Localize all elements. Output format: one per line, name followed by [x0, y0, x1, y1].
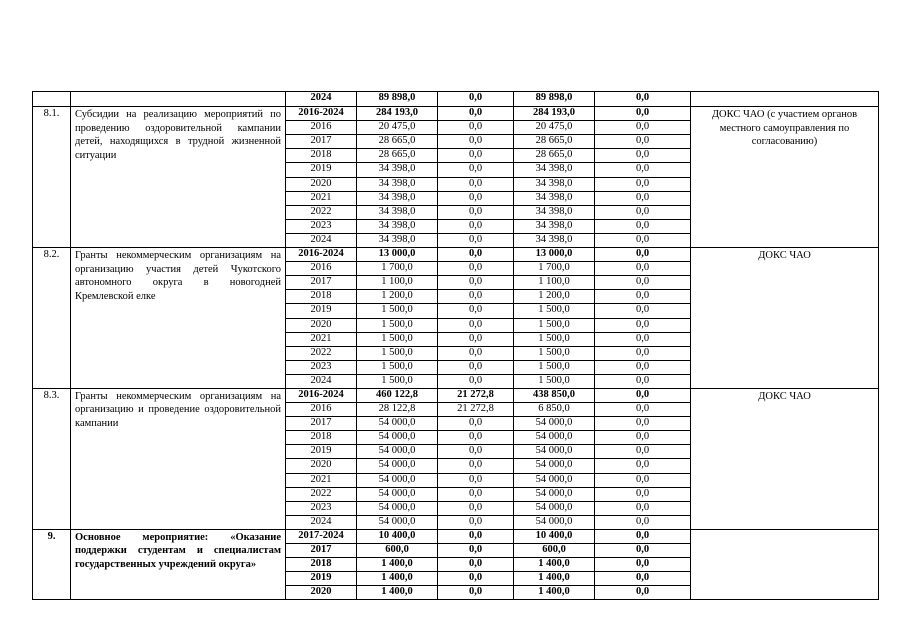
table-row: [33, 107, 879, 121]
federal-amount-cell: 0,0: [438, 248, 514, 262]
other-amount-cell: 0,0: [595, 431, 691, 445]
other-amount-cell: 0,0: [595, 121, 691, 135]
total-amount-cell: 54 000,0: [357, 487, 438, 501]
total-amount-cell: 1 100,0: [357, 276, 438, 290]
responsible-cell: ДОКС ЧАО (с участием органов местного самоуправления по согласованию): [691, 107, 879, 248]
total-amount-cell: 1 500,0: [357, 360, 438, 374]
federal-amount-cell: 0,0: [438, 163, 514, 177]
total-amount-cell: 1 500,0: [357, 346, 438, 360]
total-amount-cell: 28 665,0: [357, 149, 438, 163]
regional-amount-cell: 54 000,0: [514, 459, 595, 473]
year-cell: 2016-2024: [286, 248, 357, 262]
federal-amount-cell: 0,0: [438, 233, 514, 247]
year-cell: 2016: [286, 262, 357, 276]
year-cell: 2024: [286, 233, 357, 247]
regional-amount-cell: 284 193,0: [514, 107, 595, 121]
other-amount-cell: 0,0: [595, 529, 691, 543]
total-amount-cell: 34 398,0: [357, 163, 438, 177]
year-cell: 2019: [286, 304, 357, 318]
total-amount-cell: 34 398,0: [357, 219, 438, 233]
regional-amount-cell: 34 398,0: [514, 177, 595, 191]
federal-amount-cell: 0,0: [438, 219, 514, 233]
federal-amount-cell: 0,0: [438, 501, 514, 515]
federal-amount-cell: 0,0: [438, 360, 514, 374]
other-amount-cell: 0,0: [595, 459, 691, 473]
federal-amount-cell: 0,0: [438, 107, 514, 121]
federal-amount-cell: 0,0: [438, 149, 514, 163]
federal-amount-cell: 0,0: [438, 191, 514, 205]
total-amount-cell: 54 000,0: [357, 501, 438, 515]
regional-amount-cell: 54 000,0: [514, 431, 595, 445]
regional-amount-cell: 34 398,0: [514, 163, 595, 177]
row-index-cell: 9.: [33, 529, 71, 599]
year-cell: 2017-2024: [286, 529, 357, 543]
regional-amount-cell: 438 850,0: [514, 388, 595, 402]
total-amount-cell: 54 000,0: [357, 473, 438, 487]
federal-amount-cell: 0,0: [438, 473, 514, 487]
regional-amount-cell: 54 000,0: [514, 473, 595, 487]
year-cell: 2022: [286, 205, 357, 219]
year-cell: 2023: [286, 360, 357, 374]
regional-amount-cell: 34 398,0: [514, 233, 595, 247]
regional-amount-cell: 1 400,0: [514, 558, 595, 572]
other-amount-cell: 0,0: [595, 177, 691, 191]
total-amount-cell: 1 500,0: [357, 304, 438, 318]
federal-amount-cell: 0,0: [438, 417, 514, 431]
regional-amount-cell: 1 500,0: [514, 346, 595, 360]
year-cell: 2024: [286, 374, 357, 388]
total-amount-cell: 1 400,0: [357, 558, 438, 572]
regional-amount-cell: 1 700,0: [514, 262, 595, 276]
total-amount-cell: 34 398,0: [357, 191, 438, 205]
total-amount-cell: 89 898,0: [357, 92, 438, 107]
federal-amount-cell: 0,0: [438, 487, 514, 501]
regional-amount-cell: 1 500,0: [514, 304, 595, 318]
row-title-cell: Гранты некоммерческим организациям на организацию участия детей Чукотского автономного округа в новогодней Кремлевской елке: [71, 248, 286, 389]
regional-amount-cell: 1 200,0: [514, 290, 595, 304]
year-cell: 2023: [286, 501, 357, 515]
federal-amount-cell: 0,0: [438, 276, 514, 290]
total-amount-cell: 460 122,8: [357, 388, 438, 402]
year-cell: 2018: [286, 290, 357, 304]
total-amount-cell: 13 000,0: [357, 248, 438, 262]
federal-amount-cell: 0,0: [438, 586, 514, 600]
other-amount-cell: 0,0: [595, 205, 691, 219]
total-amount-cell: 34 398,0: [357, 233, 438, 247]
federal-amount-cell: 0,0: [438, 346, 514, 360]
year-cell: 2021: [286, 332, 357, 346]
other-amount-cell: 0,0: [595, 487, 691, 501]
total-amount-cell: 1 500,0: [357, 318, 438, 332]
row-index-cell: [33, 92, 71, 107]
other-amount-cell: 0,0: [595, 92, 691, 107]
regional-amount-cell: 600,0: [514, 544, 595, 558]
total-amount-cell: 284 193,0: [357, 107, 438, 121]
regional-amount-cell: 54 000,0: [514, 487, 595, 501]
total-amount-cell: 28 665,0: [357, 135, 438, 149]
federal-amount-cell: 21 272,8: [438, 403, 514, 417]
other-amount-cell: 0,0: [595, 558, 691, 572]
year-cell: 2021: [286, 473, 357, 487]
other-amount-cell: 0,0: [595, 403, 691, 417]
year-cell: 2017: [286, 417, 357, 431]
other-amount-cell: 0,0: [595, 445, 691, 459]
total-amount-cell: 1 700,0: [357, 262, 438, 276]
year-cell: 2024: [286, 92, 357, 107]
regional-amount-cell: 1 500,0: [514, 318, 595, 332]
row-title-cell: Основное мероприятие: «Оказание поддержки студентам и специалистам государственных учреждений округа»: [71, 529, 286, 599]
year-cell: 2019: [286, 445, 357, 459]
responsible-cell: ДОКС ЧАО: [691, 388, 879, 529]
regional-amount-cell: 54 000,0: [514, 417, 595, 431]
federal-amount-cell: 0,0: [438, 135, 514, 149]
regional-amount-cell: 20 475,0: [514, 121, 595, 135]
other-amount-cell: 0,0: [595, 149, 691, 163]
regional-amount-cell: 10 400,0: [514, 529, 595, 543]
regional-amount-cell: 6 850,0: [514, 403, 595, 417]
federal-amount-cell: 0,0: [438, 121, 514, 135]
regional-amount-cell: 1 500,0: [514, 374, 595, 388]
federal-amount-cell: 0,0: [438, 332, 514, 346]
total-amount-cell: 1 400,0: [357, 586, 438, 600]
table-row: [33, 388, 879, 402]
other-amount-cell: 0,0: [595, 572, 691, 586]
regional-amount-cell: 28 665,0: [514, 135, 595, 149]
table-row: [33, 92, 879, 107]
total-amount-cell: 54 000,0: [357, 445, 438, 459]
other-amount-cell: 0,0: [595, 346, 691, 360]
total-amount-cell: 1 500,0: [357, 374, 438, 388]
other-amount-cell: 0,0: [595, 248, 691, 262]
row-index-cell: 8.3.: [33, 388, 71, 529]
total-amount-cell: 10 400,0: [357, 529, 438, 543]
row-title-cell: Субсидии на реализацию мероприятий по проведению оздоровительной кампании детей, находящихся в трудной жизненной ситуации: [71, 107, 286, 248]
year-cell: 2020: [286, 586, 357, 600]
year-cell: 2017: [286, 135, 357, 149]
regional-amount-cell: 54 000,0: [514, 445, 595, 459]
year-cell: 2024: [286, 515, 357, 529]
year-cell: 2016-2024: [286, 388, 357, 402]
year-cell: 2018: [286, 431, 357, 445]
federal-amount-cell: 0,0: [438, 572, 514, 586]
federal-amount-cell: 0,0: [438, 558, 514, 572]
regional-amount-cell: 34 398,0: [514, 205, 595, 219]
row-index-cell: 8.1.: [33, 107, 71, 248]
year-cell: 2019: [286, 572, 357, 586]
year-cell: 2021: [286, 191, 357, 205]
responsible-cell: [691, 529, 879, 599]
other-amount-cell: 0,0: [595, 332, 691, 346]
other-amount-cell: 0,0: [595, 586, 691, 600]
other-amount-cell: 0,0: [595, 374, 691, 388]
year-cell: 2017: [286, 276, 357, 290]
year-cell: 2023: [286, 219, 357, 233]
regional-amount-cell: 13 000,0: [514, 248, 595, 262]
federal-amount-cell: 0,0: [438, 177, 514, 191]
regional-amount-cell: 54 000,0: [514, 515, 595, 529]
other-amount-cell: 0,0: [595, 191, 691, 205]
regional-amount-cell: 28 665,0: [514, 149, 595, 163]
other-amount-cell: 0,0: [595, 544, 691, 558]
federal-amount-cell: 0,0: [438, 544, 514, 558]
total-amount-cell: 1 500,0: [357, 332, 438, 346]
total-amount-cell: 34 398,0: [357, 205, 438, 219]
federal-amount-cell: 0,0: [438, 304, 514, 318]
regional-amount-cell: 34 398,0: [514, 191, 595, 205]
year-cell: 2018: [286, 558, 357, 572]
total-amount-cell: 20 475,0: [357, 121, 438, 135]
year-cell: 2019: [286, 163, 357, 177]
federal-amount-cell: 0,0: [438, 529, 514, 543]
federal-amount-cell: 0,0: [438, 318, 514, 332]
federal-amount-cell: 21 272,8: [438, 388, 514, 402]
federal-amount-cell: 0,0: [438, 515, 514, 529]
year-cell: 2022: [286, 346, 357, 360]
total-amount-cell: 54 000,0: [357, 459, 438, 473]
regional-amount-cell: 1 500,0: [514, 360, 595, 374]
other-amount-cell: 0,0: [595, 276, 691, 290]
regional-amount-cell: 1 400,0: [514, 586, 595, 600]
regional-amount-cell: 34 398,0: [514, 219, 595, 233]
year-cell: 2018: [286, 149, 357, 163]
federal-amount-cell: 0,0: [438, 459, 514, 473]
other-amount-cell: 0,0: [595, 107, 691, 121]
total-amount-cell: 54 000,0: [357, 431, 438, 445]
other-amount-cell: 0,0: [595, 515, 691, 529]
federal-amount-cell: 0,0: [438, 92, 514, 107]
total-amount-cell: 1 400,0: [357, 572, 438, 586]
federal-amount-cell: 0,0: [438, 205, 514, 219]
total-amount-cell: 28 122,8: [357, 403, 438, 417]
year-cell: 2020: [286, 177, 357, 191]
year-cell: 2016: [286, 121, 357, 135]
regional-amount-cell: 54 000,0: [514, 501, 595, 515]
row-title-cell: [71, 92, 286, 107]
responsible-cell: [691, 92, 879, 107]
other-amount-cell: 0,0: [595, 219, 691, 233]
table-row: [33, 529, 879, 543]
other-amount-cell: 0,0: [595, 388, 691, 402]
other-amount-cell: 0,0: [595, 318, 691, 332]
other-amount-cell: 0,0: [595, 360, 691, 374]
other-amount-cell: 0,0: [595, 233, 691, 247]
total-amount-cell: 54 000,0: [357, 417, 438, 431]
other-amount-cell: 0,0: [595, 290, 691, 304]
federal-amount-cell: 0,0: [438, 374, 514, 388]
year-cell: 2022: [286, 487, 357, 501]
year-cell: 2016: [286, 403, 357, 417]
other-amount-cell: 0,0: [595, 262, 691, 276]
responsible-cell: ДОКС ЧАО: [691, 248, 879, 389]
year-cell: 2016-2024: [286, 107, 357, 121]
federal-amount-cell: 0,0: [438, 431, 514, 445]
row-index-cell: 8.2.: [33, 248, 71, 389]
total-amount-cell: 54 000,0: [357, 515, 438, 529]
total-amount-cell: 34 398,0: [357, 177, 438, 191]
federal-amount-cell: 0,0: [438, 262, 514, 276]
total-amount-cell: 600,0: [357, 544, 438, 558]
other-amount-cell: 0,0: [595, 304, 691, 318]
year-cell: 2020: [286, 318, 357, 332]
year-cell: 2017: [286, 544, 357, 558]
regional-amount-cell: 1 500,0: [514, 332, 595, 346]
federal-amount-cell: 0,0: [438, 290, 514, 304]
regional-amount-cell: 1 100,0: [514, 276, 595, 290]
row-title-cell: Гранты некоммерческим организациям на организацию и проведение оздоровительной кампании: [71, 388, 286, 529]
budget-table: [32, 91, 879, 600]
table-row: [33, 248, 879, 262]
regional-amount-cell: 1 400,0: [514, 572, 595, 586]
regional-amount-cell: 89 898,0: [514, 92, 595, 107]
other-amount-cell: 0,0: [595, 501, 691, 515]
other-amount-cell: 0,0: [595, 163, 691, 177]
other-amount-cell: 0,0: [595, 135, 691, 149]
year-cell: 2020: [286, 459, 357, 473]
other-amount-cell: 0,0: [595, 473, 691, 487]
federal-amount-cell: 0,0: [438, 445, 514, 459]
total-amount-cell: 1 200,0: [357, 290, 438, 304]
other-amount-cell: 0,0: [595, 417, 691, 431]
